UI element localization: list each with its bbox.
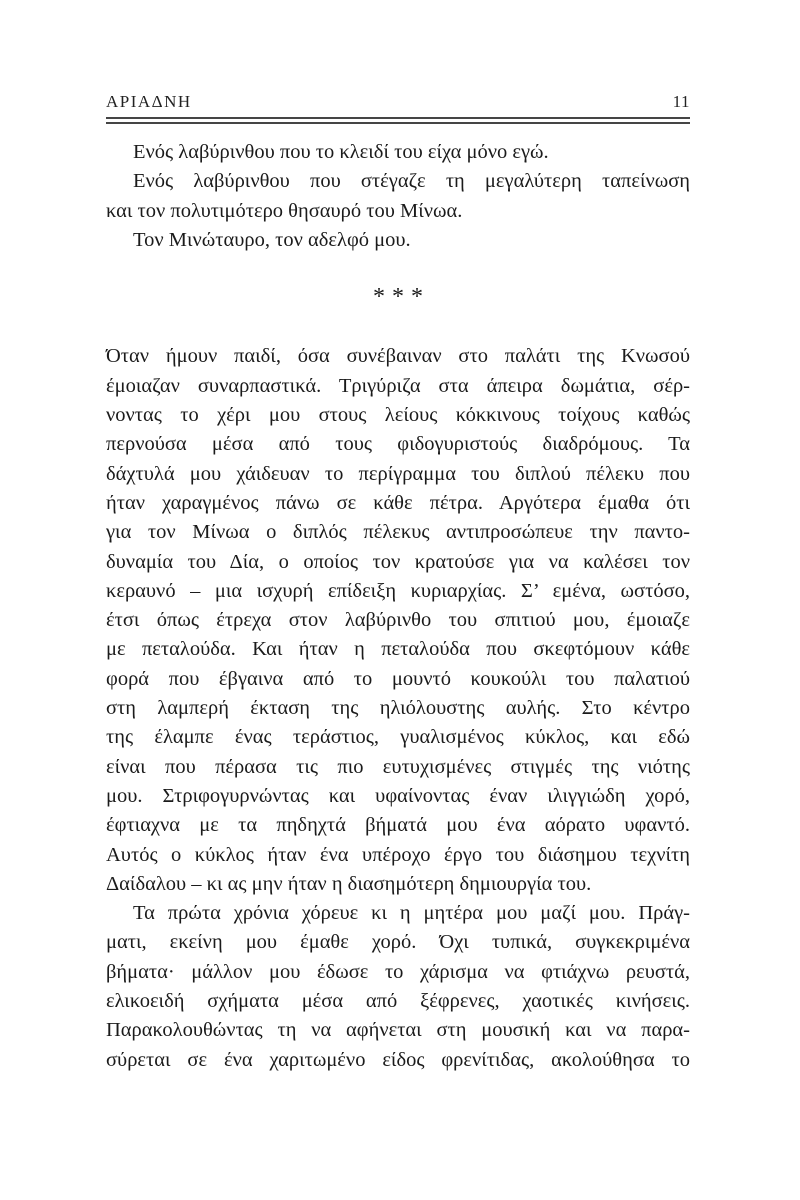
paragraph <box>106 167 690 226</box>
text-line: έφτιαχνα με τα πηδηχτά βήματά μου ένα αόρατο υφαντό. <box>106 814 690 837</box>
text-line: φορά που έβγαινα από το μουντό κουκούλι του παλατιού <box>106 667 690 690</box>
text-line: ελικοειδή σχήματα μέσα από ξέφρενες, χαοτικές κινήσεις. <box>106 990 690 1013</box>
text-line: Δαίδαλου – κι ας μην ήταν η διασημότερη δημιουργία του. <box>106 872 592 895</box>
text-line: νοντας το χέρι μου στους λείους κόκκινους τοίχους καθώς <box>106 404 690 427</box>
header-double-rule <box>106 117 690 124</box>
text-line: Ενός λαβύρινθου που το κλειδί του είχα μόνο εγώ. <box>133 141 549 163</box>
text-column <box>106 92 690 1075</box>
paragraph <box>106 342 690 899</box>
text-line: έτσι όπως έτρεχα στον λαβύρινθο του σπιτιού μου, έμοιαζε <box>106 609 690 632</box>
text-block <box>106 138 690 1075</box>
text-line: βήματα· μάλλον μου έδωσε το χάρισμα να φτιάχνω ρευστά, <box>106 960 690 983</box>
text-line: κεραυνό – μια ισχυρή επίδειξη κυριαρχίας. Σ’ εμένα, ωστόσο, <box>106 579 690 602</box>
page-number: 11 <box>672 92 690 111</box>
text-line: της έλαμπε ένας τεράστιος, γυαλισμένος κύκλος, και εδώ <box>106 726 690 749</box>
scene-break-asterisks: *** <box>373 284 430 311</box>
paragraph <box>106 138 690 167</box>
text-line: περνούσα μέσα από τους φιδογυριστούς διαδρόμους. Τα <box>106 433 690 456</box>
text-line: δυναμία του Δία, ο οποίος τον κρατούσε για να καλέσει τον <box>106 550 690 573</box>
paragraph <box>106 899 690 1075</box>
text-line: και τον πολυτιμότερο θησαυρό του Μίνωα. <box>106 199 463 222</box>
text-line: ματι, εκείνη μου έμαθε χορό. Όχι τυπικά, συγκεκριμένα <box>106 931 690 954</box>
paragraph <box>106 226 690 255</box>
running-title: ΑΡΙΑΔΝΗ <box>106 92 192 111</box>
text-line: δάχτυλά μου χάιδευαν το περίγραμμα του διπλού πέλεκυ που <box>106 462 690 485</box>
text-line: Τον Μινώταυρο, τον αδελφό μου. <box>133 228 411 251</box>
text-line: έμοιαζαν συναρπαστικά. Τριγύριζα στα άπειρα δωμάτια, σέρ- <box>106 374 690 397</box>
scene-break-separator <box>106 277 690 311</box>
text-line: είναι που πέρασα τις πιο ευτυχισμένες στιγμές της νιότης <box>106 755 690 778</box>
text-line: Αυτός ο κύκλος ήταν ένα υπέροχο έργο του διάσημου τεχνίτη <box>106 843 690 866</box>
text-line: μου. Στριφογυρνώντας και υφαίνοντας έναν ιλιγγιώδη χορό, <box>106 784 690 807</box>
text-line: Τα πρώτα χρόνια χόρευε κι η μητέρα μου μαζί μου. Πράγ- <box>133 902 690 925</box>
text-line: Παρακολουθώντας τη να αφήνεται στη μουσική και να παρα- <box>106 1019 690 1042</box>
text-line: για τον Μίνωα ο διπλός πέλεκυς αντιπροσώπευε την παντο- <box>106 521 690 544</box>
text-line: σύρεται σε ένα χαριτωμένο είδος φρενίτιδας, ακολούθησα το <box>106 1048 690 1071</box>
text-line: ήταν χαραγμένος πάνω σε κάθε πέτρα. Αργότερα έμαθα ότι <box>106 491 690 514</box>
text-line: Ενός λαβύρινθου που στέγαζε τη μεγαλύτερη ταπείνωση <box>133 170 690 193</box>
page-header <box>106 92 690 112</box>
text-line: με πεταλούδα. Και ήταν η πεταλούδα που σκεφτόμουν κάθε <box>106 638 690 661</box>
text-line: στη λαμπερή έκταση της ηλιόλουστης αυλής. Στο κέντρο <box>106 697 690 720</box>
text-line: Όταν ήμουν παιδί, όσα συνέβαιναν στο παλάτι της Κνωσού <box>106 345 690 368</box>
